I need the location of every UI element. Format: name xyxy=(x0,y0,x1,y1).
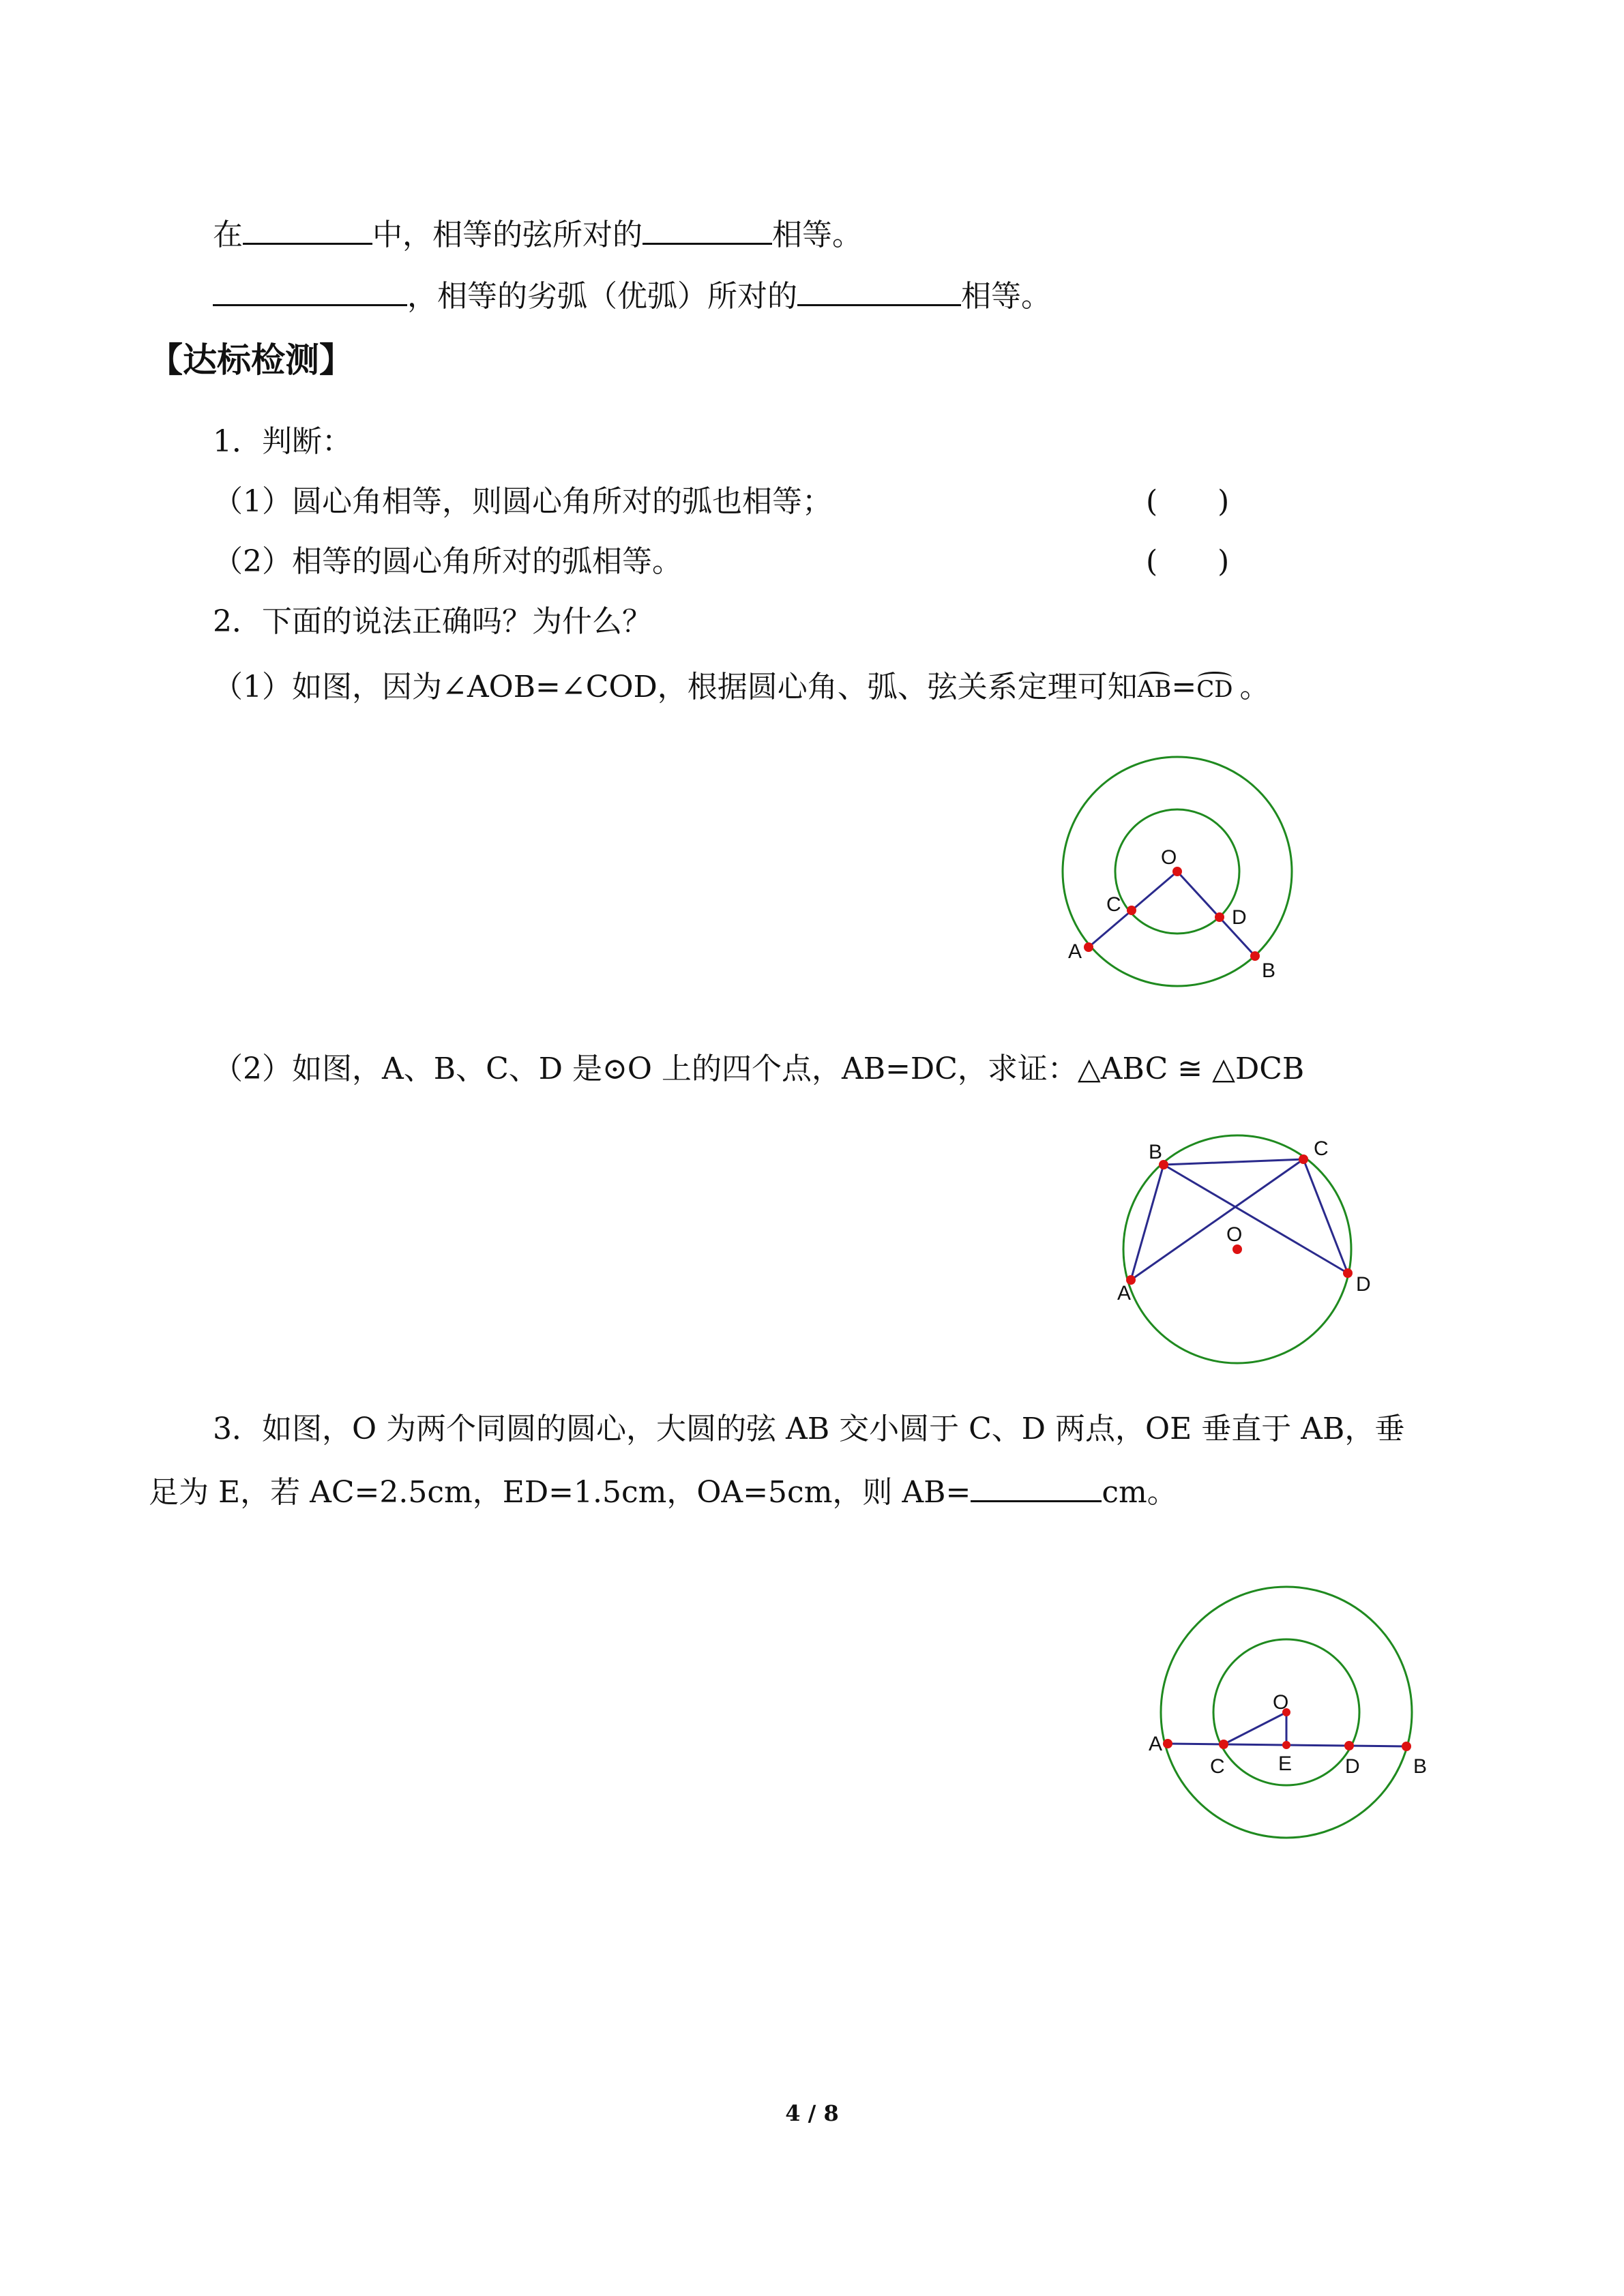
q3-line2-b: cm。 xyxy=(1102,1475,1177,1510)
label-o: O xyxy=(1273,1691,1289,1714)
label-d: D xyxy=(1345,1755,1360,1778)
label-b: B xyxy=(1149,1141,1163,1163)
page-number: 4 / 8 xyxy=(785,2100,839,2126)
q2-item1-eq: = xyxy=(1171,670,1197,704)
label-a: A xyxy=(1068,940,1082,963)
section-heading: 【达标检测】 xyxy=(149,340,353,380)
answer-blank-ab[interactable] xyxy=(971,1470,1102,1502)
point-e xyxy=(1282,1741,1290,1749)
segment-oc xyxy=(1224,1712,1286,1744)
figure-2 xyxy=(1112,1125,1371,1371)
point-c xyxy=(1299,1154,1308,1164)
q2-item-2: （2）如图，A、B、C、D 是⊙O 上的四个点，AB=DC，求证：△ABC ≅ △DCB xyxy=(213,1052,1305,1086)
theorem-line-2 xyxy=(213,274,1051,317)
label-b: B xyxy=(1413,1755,1428,1778)
point-d xyxy=(1215,912,1224,922)
q2-item1-end: 。 xyxy=(1239,670,1270,704)
point-a xyxy=(1084,942,1093,952)
theorem-line1-b: 中，相等的弦所对的 xyxy=(372,218,643,252)
q3-line-1: 3．如图，O 为两个同圆的圆心，大圆的弦 AB 交小圆于 C、D 两点，OE 垂直于 AB，垂 xyxy=(213,1412,1405,1446)
figure-1 xyxy=(1044,743,1310,996)
label-c: C xyxy=(1210,1755,1225,1778)
segment-ba xyxy=(1131,1165,1164,1280)
theorem-line2-b: ，相等的劣弧（优弧）所对的 xyxy=(407,279,797,314)
label-c: C xyxy=(1314,1137,1329,1160)
arc-cd: CD xyxy=(1196,669,1232,710)
label-c: C xyxy=(1106,893,1121,916)
q2-item-1 xyxy=(213,667,1270,710)
label-d: D xyxy=(1232,906,1247,929)
point-c xyxy=(1127,906,1136,915)
point-o xyxy=(1232,1244,1242,1254)
q2-item1-text: （1）如图，因为∠AOB=∠COD，根据圆心角、弧、弦关系定理可知 xyxy=(213,670,1138,704)
figure-3 xyxy=(1132,1575,1432,1848)
q1-item-2: （2）相等的圆心角所对的弧相等。 xyxy=(213,544,682,579)
q3-line2-a: 足为 E，若 AC=2.5cm，ED=1.5cm，OA=5cm，则 AB= xyxy=(149,1475,971,1510)
point-b xyxy=(1402,1742,1411,1751)
blank-field[interactable] xyxy=(243,213,372,245)
point-b xyxy=(1250,951,1260,961)
theorem-line2-c: 相等。 xyxy=(961,279,1051,314)
arc-ab: AB xyxy=(1138,669,1172,710)
q1-item-2-answer[interactable]: ( ) xyxy=(1146,544,1230,579)
point-d xyxy=(1344,1741,1354,1750)
segment-ca xyxy=(1131,1159,1303,1280)
label-o: O xyxy=(1161,846,1177,869)
label-a: A xyxy=(1149,1733,1163,1755)
blank-field[interactable] xyxy=(213,274,407,306)
theorem-line1-a: 在 xyxy=(213,218,243,252)
point-c xyxy=(1219,1740,1228,1749)
blank-field[interactable] xyxy=(797,274,961,306)
point-a xyxy=(1163,1739,1172,1748)
segment-bc xyxy=(1164,1159,1303,1165)
q3-line-2 xyxy=(149,1470,1177,1513)
theorem-line1-c: 相等。 xyxy=(772,218,862,252)
theorem-line-1 xyxy=(213,213,862,256)
point-d xyxy=(1343,1268,1353,1278)
label-d: D xyxy=(1356,1273,1371,1296)
label-e: E xyxy=(1278,1753,1293,1775)
q2-title: 2．下面的说法正确吗？为什么？ xyxy=(213,604,652,639)
blank-field[interactable] xyxy=(643,213,772,245)
label-o: O xyxy=(1226,1223,1243,1246)
label-b: B xyxy=(1262,959,1276,982)
segment-bd xyxy=(1164,1165,1348,1273)
q1-item-1-answer[interactable]: ( ) xyxy=(1146,484,1230,519)
q1-title: 1．判断： xyxy=(213,424,352,459)
q1-item-1: （1）圆心角相等，则圆心角所对的弧也相等； xyxy=(213,484,832,519)
label-a: A xyxy=(1117,1282,1132,1304)
